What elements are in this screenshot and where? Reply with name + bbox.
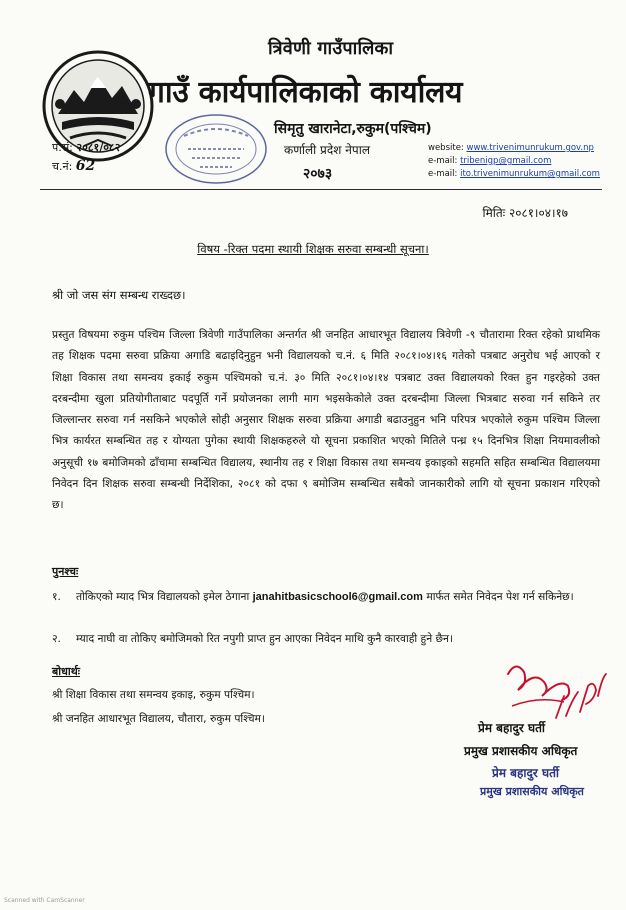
signatory-name: प्रेम बहादुर घर्ती <box>478 721 546 735</box>
established-year: २०७३ <box>303 166 333 182</box>
scanner-watermark: Scanned with CamScanner <box>4 897 85 904</box>
subject-line <box>0 242 626 257</box>
letterhead-divider <box>40 189 602 190</box>
body-line: २०८१।०४।१६ गतेको पत्रबाट अनुरोध भई आएको र शिक्षा विकास तथा समन्वय इकाई रुकुम पश्चिमको च.नं. <box>52 349 601 384</box>
body-line: सरुवा गर्न नसकिने भएकोले सोही अनुसार शिक्षक सरुवा प्रक्रिया अगाडी बढाउनुहुन भनि परिपत्र भएकोले रुकुम पश्चिम <box>96 413 570 427</box>
website-link[interactable]: www.trivenimunrukum.gov.np <box>466 143 594 153</box>
body-line: ३० मिति २०८१।०४।१४ पत्रबाट उक्त विद्यालयको रिक्त हुन गइरहेको उक्त दरबन्दीमा खुला प्रतियोगीताबाट <box>52 370 600 405</box>
salutation: श्री जो जस संग सम्बन्ध राख्दछ। <box>52 288 186 302</box>
email-line-1 <box>428 156 551 166</box>
postscript-item-number: १. <box>52 590 61 603</box>
body-line: जिल्ला भित्र कार्यरत सम्बन्धित तह र योग्यता पुगेका स्थायी शिक्षकहरुले यो सूचना प्रकाशित भएको मितिले पन्ध्र १५ <box>52 413 601 448</box>
postscript-heading: पुनश्चः <box>52 565 79 578</box>
body-paragraph <box>52 324 600 516</box>
dispatch-number-ref <box>52 158 95 174</box>
letter-date: मितिः २०८१।०४।१७ <box>482 206 568 220</box>
email-link-1[interactable]: tribenigp@gmail.com <box>460 156 552 166</box>
dispatch-number-label: च.नं: <box>52 160 73 173</box>
website-line <box>428 143 594 153</box>
postscript-item-after: मार्फत समेत निवेदन पेश गर्न सकिनेछ। <box>426 590 574 603</box>
postscript-item-number: २. <box>52 632 61 645</box>
body-line: पदपूर्ति गर्ने प्रयोजनका लागी माग भइसकेकोले उक्त दरबन्दीमा जिल्ला भित्रबाट सरुवा गर्न सकिने तर जिल्लान्तर <box>52 391 600 427</box>
office-address: सिमृतु खारानेटा,रुकुम(पश्चिम) <box>274 121 432 137</box>
postscript-item-before: तोकिएको म्याद भित्र विद्यालयको इमेल ठेगाना <box>76 590 250 603</box>
email-link-2[interactable]: ito.trivenimunrukum@gmail.com <box>460 169 600 179</box>
postscript-item-text: म्याद नाघी वा तोकिए बमोजिमको रित नपुगी प्राप्त हुन आएका निवेदन माथि कुनै कारवाही हुने छैन। <box>76 632 454 645</box>
subject-text: विषय -रिक्त पदमा स्थायी शिक्षक सरुवा सम्बन्धी सूचना। <box>197 242 429 256</box>
municipality-name: त्रिवेणी गाउँपालिका <box>268 38 394 59</box>
fiscal-year-label: पं.सं: <box>52 141 73 154</box>
office-name: गाउँ कार्यपालिकाको कार्यालय <box>148 75 463 110</box>
website-label: website: <box>428 143 464 153</box>
office-round-stamp-icon <box>160 110 272 188</box>
postscript-item <box>52 628 600 649</box>
email-line-2 <box>428 169 600 179</box>
bodhartha-line: श्री शिक्षा विकास तथा समन्वय इकाइ, रुकुम पश्चिम। <box>52 688 255 701</box>
body-line: समन्वय इकाइको सहमति सहित सम्बन्धित विद्यालयमा निवेदन दिन शिक्षक सरुवा सम्बन्धी निर्देशिका, २०८१ को <box>52 455 601 491</box>
school-email-link[interactable]: janahitbasicschool6@gmail.com <box>252 591 423 603</box>
email-label-2: e-mail: <box>428 169 458 179</box>
signature-stamp-name: प्रेम बहादुर घर्ती <box>492 766 560 780</box>
signature-stamp-title: प्रमुख प्रशासकीय अधिकृत <box>480 785 584 798</box>
province-name: कर्णाली प्रदेश नेपाल <box>284 143 370 157</box>
fiscal-year-ref <box>52 140 120 155</box>
fiscal-year-value: २०८१/०८२ <box>76 141 121 154</box>
body-line: दिनभित्र शिक्षा नियमावलीको अनुसूची १७ बमोजिमको ढाँचामा सम्बन्धित विद्यालय, स्थानीय तह र शिक्षा विकास तथा <box>52 434 601 469</box>
postscript-item <box>52 586 600 608</box>
bodhartha-line: श्री जनहित आधारभूत विद्यालय, चौतारा, रुकुम पश्चिम। <box>52 712 265 725</box>
dispatch-number-value: 62 <box>75 158 96 174</box>
body-line: रिक्त रहेको प्राथमिक तह शिक्षक पदमा सरुवा प्रक्रिया अगाडि बढाइदिनुहुन भनी विद्यालयको च.नं. ६ मिति <box>52 328 600 363</box>
postscript-item-text <box>76 586 600 608</box>
body-line: दफा ९ बमोजिम सम्बन्धित सबैको जानकारीको लागि यो सूचना प्रकाशन गरिएको छ। <box>52 477 600 512</box>
email-label-1: e-mail: <box>428 156 458 166</box>
signatory-title: प्रमुख प्रशासकीय अधिकृत <box>464 744 578 758</box>
bodhartha-heading: बोधार्थः <box>52 665 80 678</box>
body-line: प्रस्तुत विषयमा रुकुम पश्चिम जिल्ला त्रिवेणी गाउँपालिका अन्तर्गत श्री जनहित आधारभूत विद्यालय त्रिवेणी -९ चौतारामा <box>52 328 515 341</box>
